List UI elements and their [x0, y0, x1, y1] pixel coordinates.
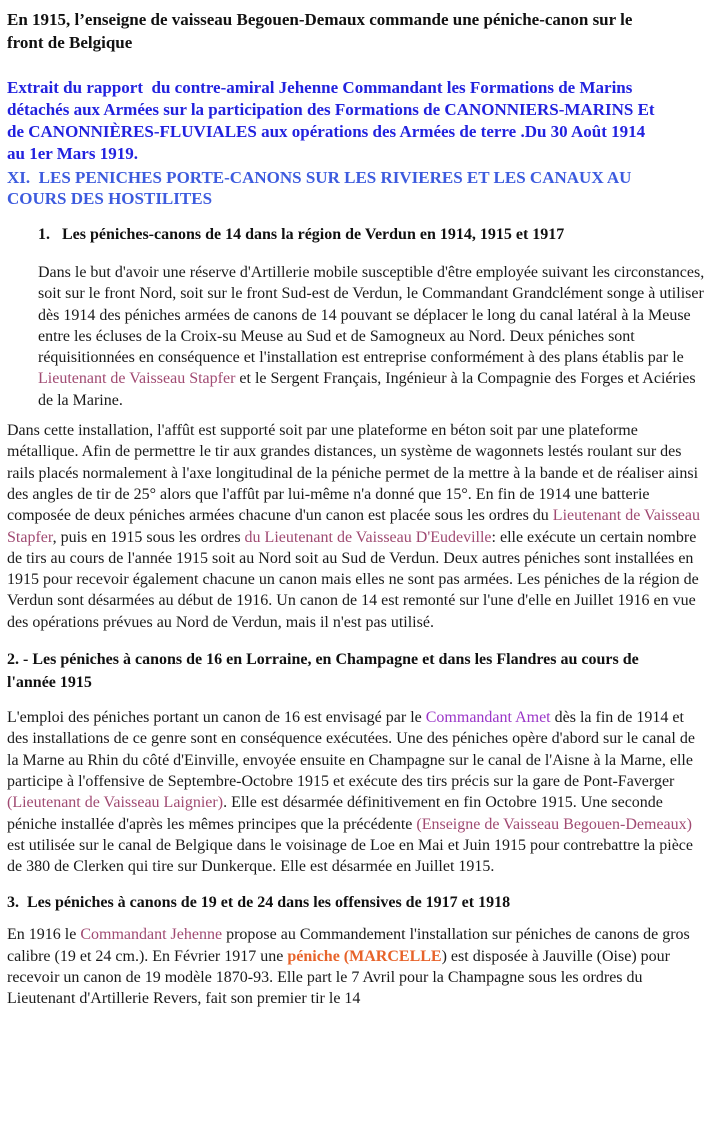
report-extract-note: Extrait du rapport du contre-amiral Jehenne Commandant les Formations de Marins détachés aux Armées sur la participation des Formations de CANONNIERS-MARINS Et de CANONNIÈRES-FLUVIALES aux opérations des Armées de terre .Du 30 Août 1914 au 1er Mars 1919.	[7, 78, 659, 163]
person-link[interactable]: (Lieutenant de Vaisseau Laignier)	[7, 794, 224, 812]
text-run: En 1916 le	[7, 926, 81, 944]
text-run: Dans cette installation, l'affût est supporté soit par une plateforme en béton soit par une plateforme métallique. Afin de permettre le tir aux grandes distances, un système de wagonnets lestés roulant sur des rails placés normalement à l'axe longitudinal de la péniche permet de la mettre à la bande et de réaliser ainsi des angles de tir de 25° alors que l'affût par lui-même n'a donné que 15°. En fin de 1914 une batterie composée de deux péniches armées chacune d'un canon est placée sous les ordres du	[7, 422, 699, 525]
text-run: dès la fin de 1914 et des installations de ce genre sont en conséquence exécutées. Une des péniches opère d'abord sur le canal de la Marne au Rhin du côté d'Einville, envoyée ensuite en Champagne sur le canal de l'Aisne à la Marne, elle participe à l'offensive de Septembre-Octobre 1915 et exécute des tirs précis sur la gare de Pont-Faverger	[7, 709, 695, 790]
section-3-paragraph-1	[7, 924, 705, 1009]
person-link[interactable]: Lieutenant de Vaisseau Stapfer	[7, 507, 701, 546]
text-run: ) est disposée à Jauville (Oise) pour recevoir un canon de 19 modèle 1870-93. Elle part le 7 Avril pour la Champagne sous les ordres du Lieutenant d'Artillerie Revers, fait son premier tir le 14	[7, 947, 670, 1008]
person-link[interactable]: Commandant Jehenne	[80, 926, 223, 944]
document-title: En 1915, l’enseigne de vaisseau Begouen-Demaux commande une péniche-canon sur le front de Belgique	[7, 10, 637, 52]
text-run: L'emploi des péniches portant un canon de 16 est envisagé par le	[7, 709, 426, 727]
text-run: est utilisée sur le canal de Belgique dans le voisinage de Loe en Mai et Juin 1915 pour contrebattre la pièce de 380 de Clerken qui tire sur Dunkerque. Elle est désarmée en Juillet 1915.	[7, 836, 693, 876]
section-1-paragraph-2	[7, 420, 705, 633]
section-2-paragraph-1	[7, 707, 705, 877]
person-link[interactable]: (Enseigne de Vaisseau Begouen-Demeaux)	[416, 815, 692, 833]
text-run: , puis en 1915 sous les ordres	[52, 528, 245, 546]
highlighted-text[interactable]: péniche (MARCELLE	[287, 947, 442, 965]
person-link[interactable]: du Lieutenant de Vaisseau D'Eudeville	[244, 528, 492, 546]
person-link[interactable]: Commandant Amet	[425, 709, 551, 727]
section-1-paragraph-1	[38, 262, 705, 411]
chapter-heading: XI. LES PENICHES PORTE-CANONS SUR LES RIVIERES ET LES CANAUX AU COURS DES HOSTILITES	[7, 168, 636, 208]
section-2-heading: 2. - Les péniches à canons de 16 en Lorraine, en Champagne et dans les Flandres au cours de l'année 1915	[7, 651, 643, 692]
text-run: et le Sergent Français, Ingénieur à la Compagnie des Forges et Aciéries de la Marine.	[38, 370, 696, 409]
text-run: Dans le but d'avoir une réserve d'Artillerie mobile susceptible d'être employée suivant les circonstances, soit sur le front Nord, soit sur le front Sud-est de Verdun, le Commandant Grandclément songe à utiliser dès 1914 des péniches armées de canons de 14 pouvant se déplacer le long du canal latéral à la Meuse entre les écluses de la Croix-su Meuse au Sud et de Samogneux au Nord. Deux péniches sont réquisitionnées en conséquence et l'installation est entreprise conformément à des plans établis par le	[38, 264, 705, 367]
section-3-heading: 3. Les péniches à canons de 19 et de 24 dans les offensives de 1917 et 1918	[7, 894, 511, 912]
section-1-heading: 1. Les péniches-canons de 14 dans la région de Verdun en 1914, 1915 et 1917	[38, 226, 565, 243]
text-run: . Elle est désarmée définitivement en fin Octobre 1915. Une seconde péniche installée d'après les mêmes principes que la précédente	[7, 794, 663, 833]
text-run: : elle exécute un certain nombre de tirs au cours de l'année 1915 soit au Nord soit au Sud de Verdun. Deux autres péniches sont installées en 1915 pour recevoir également chacune un canon mais elles ne sont pas armées. Les péniches de la région de Verdun sont désarmées au début de 1916. Un canon de 14 est remonté sur l'une d'elle en Juillet 1916 en vue des opérations prévues au Nord de Verdun, mais il n'est pas utilisé.	[7, 528, 699, 631]
text-run: propose au Commandement l'installation sur péniches de canons de gros calibre (19 et 24 cm.). En Février 1917 une	[7, 926, 690, 965]
person-link[interactable]: Lieutenant de Vaisseau Stapfer	[38, 370, 236, 388]
